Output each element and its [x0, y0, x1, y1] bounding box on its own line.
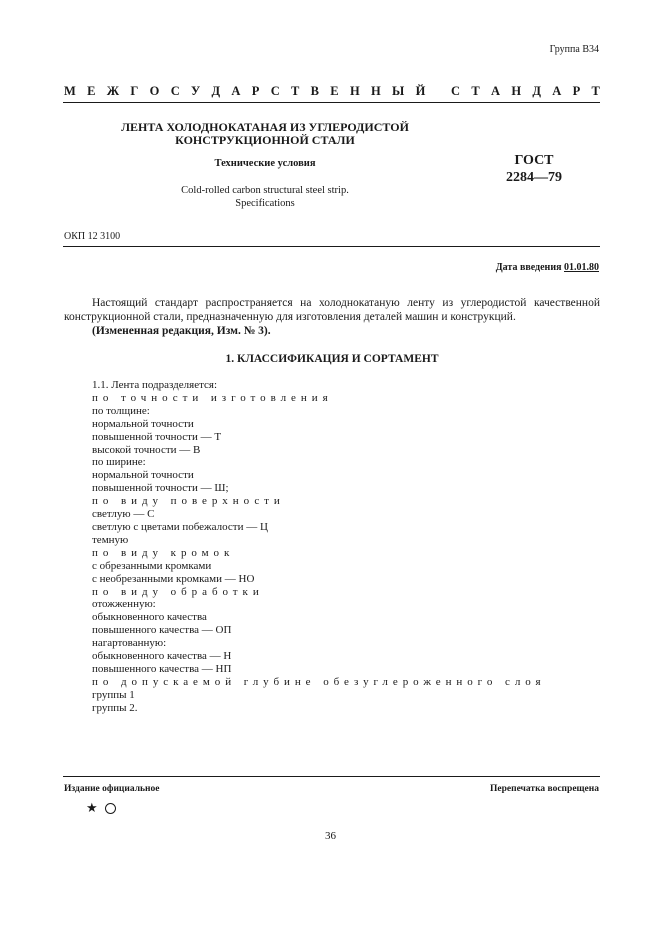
list-item: по ширине: — [92, 456, 146, 469]
list-item: группы 1 — [92, 688, 135, 701]
list-item: по толщине: — [92, 404, 150, 417]
banner-letter: Ж — [106, 84, 120, 98]
gost-code: 2284—79 — [506, 170, 562, 185]
banner-letter: О — [149, 84, 160, 98]
banner-letter: А — [491, 84, 501, 98]
banner-letter: А — [552, 84, 562, 98]
banner-letter: А — [231, 84, 241, 98]
list-item: светлую с цветами побежалости — Ц — [92, 520, 268, 533]
revision-note: (Измененная редакция, Изм. № 3). — [92, 325, 271, 337]
document-subtitle: Технические условия — [214, 158, 316, 169]
official-edition: Издание официальное — [64, 784, 160, 794]
list-item: нормальной точности — [92, 469, 194, 482]
document-title — [95, 121, 435, 147]
list-item: обыкновенного качества — [92, 611, 207, 624]
list-item: с обрезанными кромками — [92, 559, 212, 572]
effective-date — [496, 262, 599, 273]
banner-letter: Е — [330, 84, 339, 98]
star-icon: ★ — [86, 800, 98, 815]
banner-gap — [437, 84, 440, 99]
header-rule — [63, 102, 600, 103]
english-title-line-2: Specifications — [235, 198, 295, 209]
footer-rule — [63, 776, 600, 777]
list-item: отожженную: — [92, 598, 156, 611]
banner-letter: Ы — [392, 84, 405, 98]
list-item: высокой точности — В — [92, 443, 201, 456]
banner-letter: Т — [591, 84, 600, 98]
reprint-prohibited: Перепечатка воспрещена — [489, 784, 599, 794]
english-title — [95, 184, 435, 210]
title-line-1: ЛЕНТА ХОЛОДНОКАТАНАЯ ИЗ УГЛЕРОДИСТОЙ — [121, 120, 409, 134]
list-item: нагартованную: — [92, 637, 167, 650]
circle-icon — [105, 803, 116, 814]
banner-letter: Р — [251, 84, 260, 98]
list-item: нормальной точности — [92, 417, 194, 430]
banner-letter: Й — [415, 84, 426, 98]
classification-list — [92, 379, 592, 715]
list-item: с необрезанными кромками — НО — [92, 572, 255, 585]
banner-letter: Н — [511, 84, 522, 98]
intro-paragraph — [64, 296, 600, 338]
list-item: светлую — С — [92, 508, 155, 521]
effective-date-label: Дата введения — [495, 262, 562, 273]
banner-letter: С — [451, 84, 461, 98]
english-title-line-1: Cold-rolled carbon structural steel strip. — [181, 185, 349, 196]
banner-letter: С — [170, 84, 180, 98]
banner-letter: Г — [130, 84, 139, 98]
list-item: повышенной точности — Ш; — [92, 482, 229, 495]
okp-code: ОКП 12 3100 — [64, 231, 121, 242]
banner-letter: Р — [572, 84, 581, 98]
list-heading: по точности изготовления — [92, 391, 333, 404]
list-heading: по виду поверхности — [92, 495, 285, 508]
banner-letter: В — [310, 84, 319, 98]
intro-text: Настоящий стандарт распространяется на холоднокатаную ленту из углеродистой качественной конструкционной стали, предназначенную для изготовления деталей машин и конструкций. — [64, 297, 600, 323]
banner-letter: Д — [532, 84, 541, 98]
list-item: темную — [92, 533, 129, 546]
list-heading: по виду обработки — [92, 585, 264, 598]
list-item: обыкновенного качества — Н — [92, 650, 232, 663]
group-code: Группа В34 — [549, 44, 599, 55]
banner-letter: Е — [87, 84, 96, 98]
effective-date-value: 01.01.80 — [564, 262, 599, 273]
banner-letter: Д — [211, 84, 221, 98]
okp-rule — [63, 246, 600, 247]
gost-number — [494, 152, 574, 186]
list-item: группы 2. — [92, 701, 138, 714]
banner-letter: С — [270, 84, 280, 98]
list-item: повышенного качества — ОП — [92, 624, 232, 637]
list-heading: по допускаемой глубине обезуглероженного слоя — [92, 675, 546, 688]
list-item: 1.1. Лента подразделяется: — [92, 379, 218, 391]
banner-letter: Н — [349, 84, 360, 98]
title-line-2: КОНСТРУКЦИОННОЙ СТАЛИ — [175, 133, 355, 147]
standard-banner — [64, 84, 600, 99]
banner-letter: Т — [291, 84, 300, 98]
banner-letter: У — [191, 84, 201, 98]
list-item: повышенного качества — НП — [92, 662, 232, 675]
list-item: повышенной точности — Т — [92, 430, 222, 443]
list-heading: по виду кромок — [92, 546, 235, 559]
gost-label: ГОСТ — [514, 153, 554, 168]
quality-marks — [86, 800, 116, 816]
page-number: 36 — [325, 830, 336, 842]
section-heading: 1. КЛАССИФИКАЦИЯ И СОРТАМЕНТ — [225, 353, 439, 365]
banner-letter: М — [64, 84, 76, 98]
banner-letter: Н — [370, 84, 381, 98]
banner-letter: Т — [471, 84, 480, 98]
